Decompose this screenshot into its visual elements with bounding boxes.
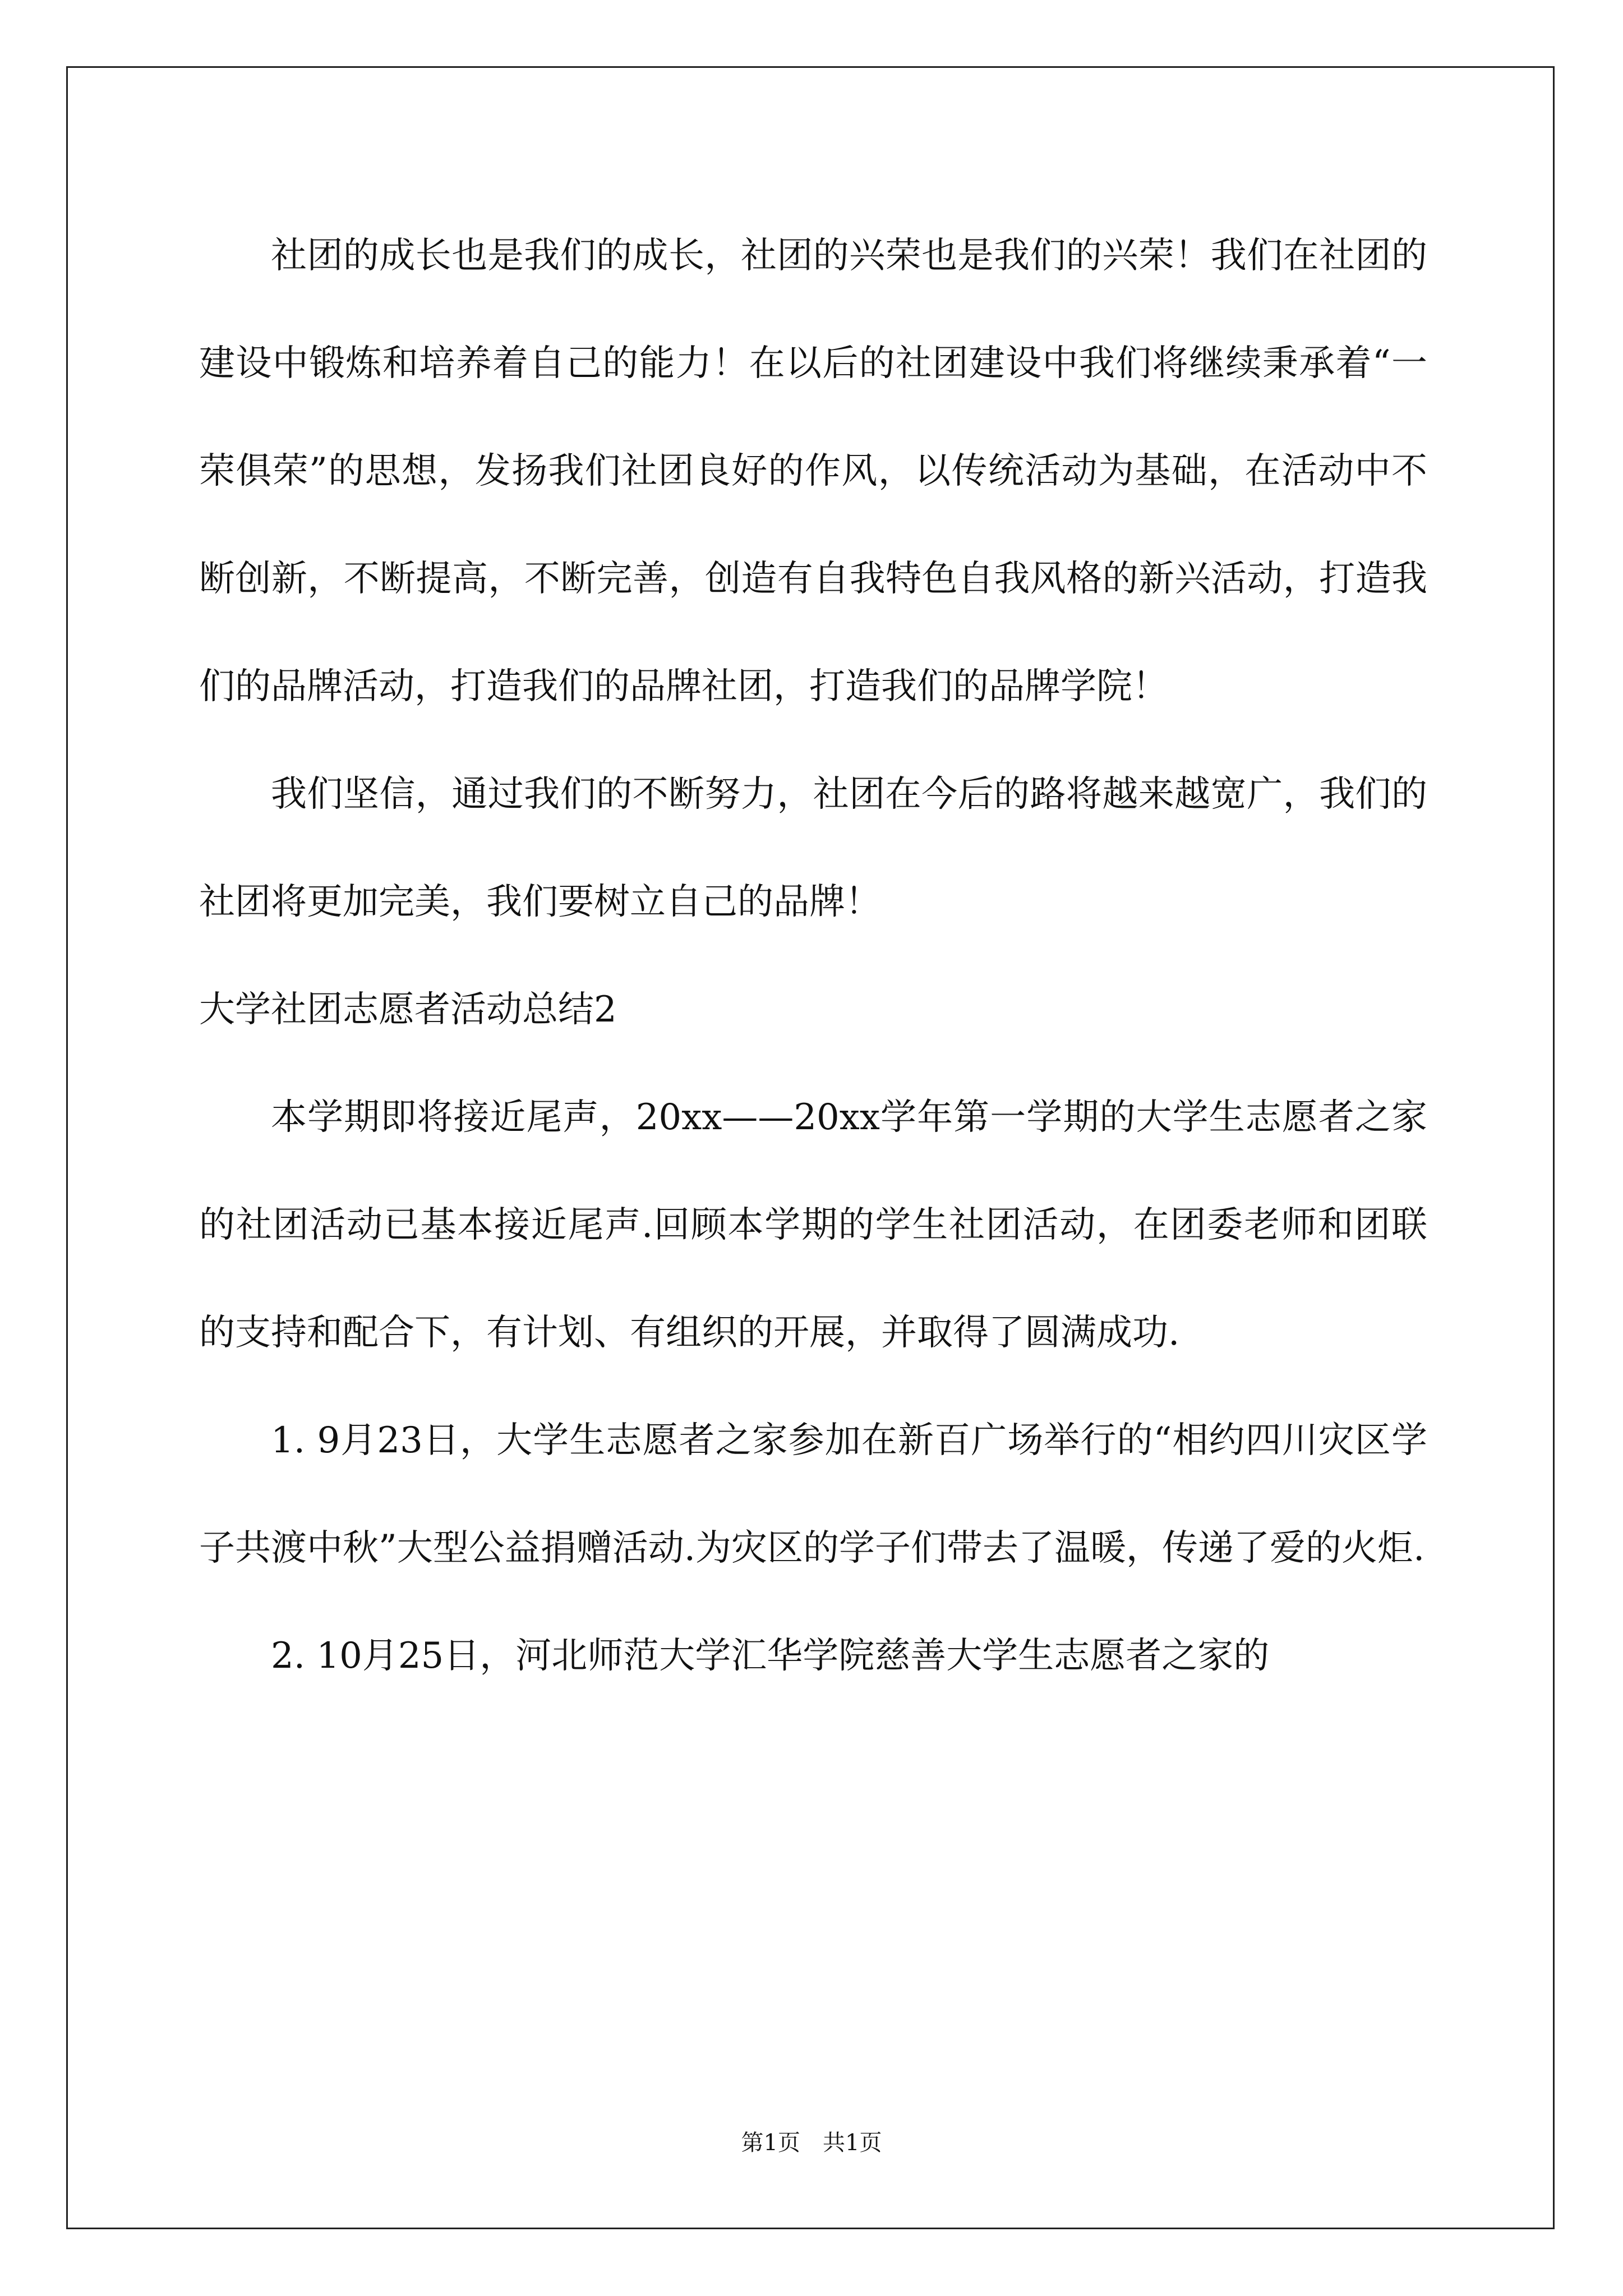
paragraph: 本学期即将接近尾声，20xx——20xx学年第一学期的大学生志愿者之家的社团活动已基本接近尾声.回顾本学期的学生社团活动，在团委老师和团联的支持和配合下，有计划、有组织的开展，并取得了圆满成功. [199,1097,1427,1354]
paragraph: 社团的成长也是我们的成长，社团的兴荣也是我们的兴荣！我们在社团的建设中锻炼和培养着自己的能力！在以后的社团建设中我们将继续秉承着“一荣俱荣”的思想，发扬我们社团良好的作风，以传统活动为基础，在活动中不断创新，不断提高，不断完善，创造有自我特色自我风格的新兴活动，打造我们的品牌活动，打造我们的品牌社团，打造我们的品牌学院！ [199,235,1427,707]
document-body [199,202,1427,1710]
paragraph: 我们坚信，通过我们的不断努力，社团在今后的路将越来越宽广，我们的社团将更加完美，我们要树立自己的品牌！ [199,774,1427,923]
paragraph: 1. 9月23日，大学生志愿者之家参加在新百广场举行的“相约四川灾区学子共渡中秋”大型公益捐赠活动.为灾区的学子们带去了温暖，传递了爱的火炬. [199,1420,1427,1569]
paragraph: 2. 10月25日，河北师范大学汇华学院慈善大学生志愿者之家的 [271,1635,1270,1677]
page-footer: 第1页 共1页 [741,2130,882,2156]
section-title: 大学社团志愿者活动总结2 [199,989,617,1030]
